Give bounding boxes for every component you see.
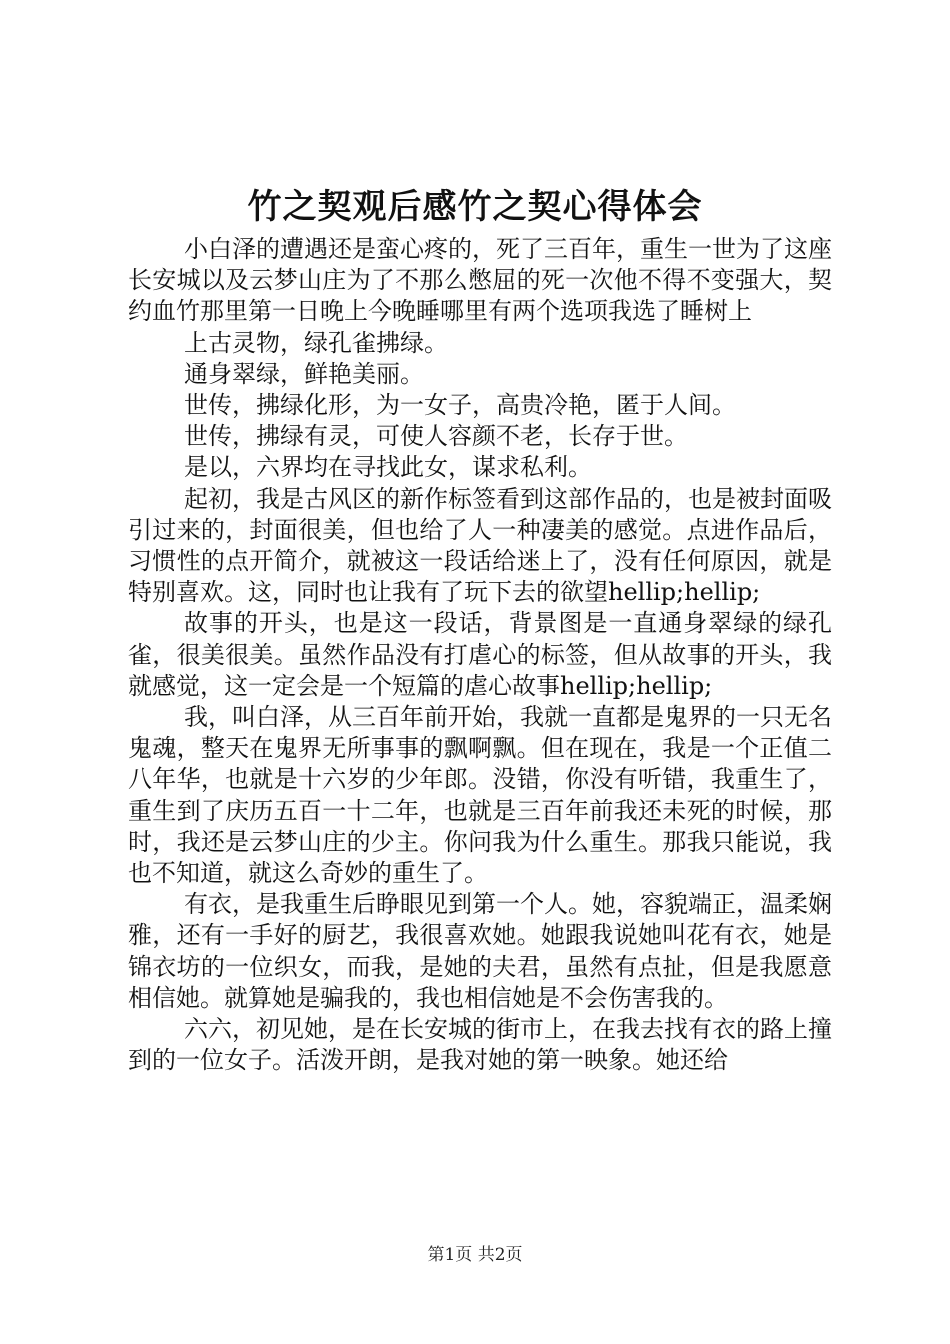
paragraph: 世传，拂绿化形，为一女子，高贵冷艳，匿于人间。 [184,391,736,420]
document-body [128,234,832,1076]
paragraph: 小白泽的遭遇还是蛮心疼的，死了三百年，重生一世为了这座长安城以及云梦山庄为了不那么憋屈的死一次他不得不变强大，契约血竹那里第一日晚上今晚睡哪里有两个选项我选了睡树上 [128,235,832,326]
document-title: 竹之契观后感竹之契心得体会 [247,187,703,227]
paragraph: 世传，拂绿有灵，可使人容颜不老，长存于世。 [184,422,688,451]
paragraph: 通身翠绿，鲜艳美丽。 [184,359,424,388]
paragraph: 故事的开头，也是这一段话，背景图是一直通身翠绿的绿孔雀，很美很美。虽然作品没有打虐心的标签，但从故事的开头，我就感觉，这一定会是一个短篇的虐心故事hellip;hellip; [128,609,832,700]
paragraph: 是以，六界均在寻找此女，谋求私利。 [184,453,592,482]
paragraph: 有衣，是我重生后睁眼见到第一个人。她，容貌端正，温柔娴雅，还有一手好的厨艺，我很喜欢她。她跟我说她叫花有衣，她是锦衣坊的一位织女，而我，是她的夫君，虽然有点扯，但是我愿意相信她。就算她是骗我的，我也相信她是不会伤害我的。 [128,890,832,1012]
paragraph: 六六，初见她，是在长安城的街市上，在我去找有衣的路上撞到的一位女子。活泼开朗，是我对她的第一映象。她还给 [128,1015,832,1075]
paragraph: 我，叫白泽，从三百年前开始，我就一直都是鬼界的一只无名鬼魂，整天在鬼界无所事事的飘啊飘。但在现在，我是一个正值二八年华，也就是十六岁的少年郎。没错，你没有听错，我重生了，重生到了庆历五百一十二年，也就是三百年前我还未死的时候，那时，我还是云梦山庄的少主。你问我为什么重生。那我只能说，我也不知道，就这么奇妙的重生了。 [128,703,832,888]
page-footer: 第1页 共2页 [427,1245,523,1265]
paragraph: 起初，我是古风区的新作标签看到这部作品的，也是被封面吸引过来的，封面很美，但也给了人一种凄美的感觉。点进作品后，习惯性的点开简介，就被这一段话给迷上了，没有任何原因，就是特别喜欢。这，同时也让我有了玩下去的欲望hellip;hellip; [128,484,832,607]
paragraph: 上古灵物，绿孔雀拂绿。 [184,328,448,357]
